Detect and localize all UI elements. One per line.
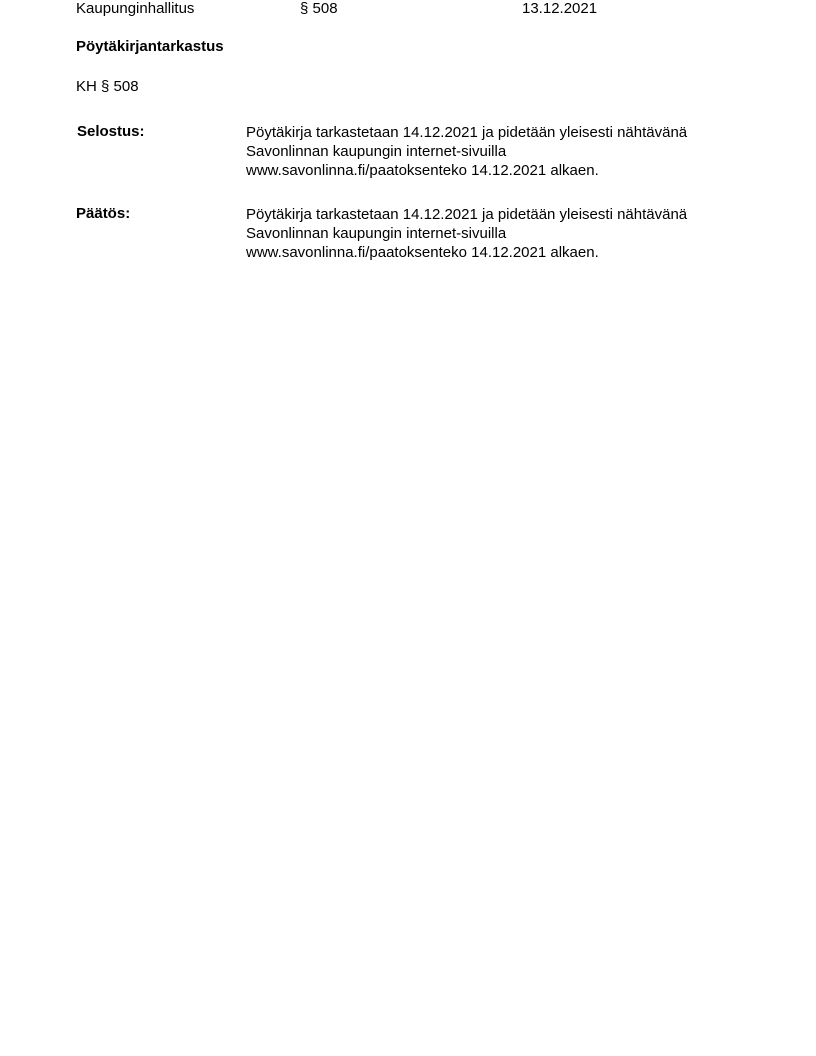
selostus-text bbox=[246, 123, 687, 180]
header-body-name: Kaupunginhallitus bbox=[76, 0, 195, 17]
header-meeting-date: 13.12.2021 bbox=[522, 0, 598, 17]
document-reference: KH § 508 bbox=[76, 78, 139, 95]
selostus-label: Selostus: bbox=[77, 123, 145, 140]
document-title: Pöytäkirjantarkastus bbox=[76, 38, 224, 55]
paatos-text bbox=[246, 205, 687, 262]
selostus-line: Savonlinnan kaupungin internet-sivuilla bbox=[246, 143, 507, 160]
header-section-number: § 508 bbox=[300, 0, 338, 17]
paatos-line: Pöytäkirja tarkastetaan 14.12.2021 ja pidetään yleisesti nähtävänä bbox=[246, 206, 688, 223]
selostus-line: www.savonlinna.fi/paatoksenteko 14.12.2021 alkaen. bbox=[246, 162, 599, 179]
paatos-line: Savonlinnan kaupungin internet-sivuilla bbox=[246, 225, 507, 242]
paatos-label: Päätös: bbox=[76, 205, 131, 222]
selostus-line: Pöytäkirja tarkastetaan 14.12.2021 ja pidetään yleisesti nähtävänä bbox=[246, 124, 688, 141]
paatos-line: www.savonlinna.fi/paatoksenteko 14.12.2021 alkaen. bbox=[246, 244, 599, 261]
